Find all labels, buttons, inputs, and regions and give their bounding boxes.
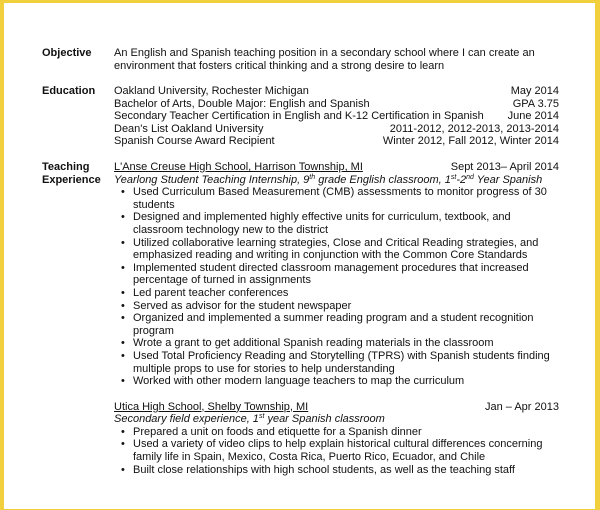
bullet-item: • Used Total Proficiency Reading and Storytelling (TPRS) with Spanish students finding multiple props to use for stories to help understanding bbox=[114, 350, 559, 375]
bullet-item: • Worked with other modern language teachers to map the curriculum bbox=[114, 375, 559, 388]
job-utica bbox=[114, 401, 559, 477]
education-item: Secondary Teacher Certification in English and K-12 Certification in Spanish bbox=[114, 110, 484, 123]
role-text: Year Spanish bbox=[473, 173, 543, 186]
bullet-item: • Wrote a grant to get additional Spanish reading materials in the classroom bbox=[114, 337, 559, 350]
role-text: grade English classroom, 1 bbox=[315, 173, 451, 186]
education-label: Education bbox=[42, 85, 96, 97]
objective-label: Objective bbox=[42, 47, 92, 59]
role-text: year Spanish classroom bbox=[264, 413, 385, 426]
role-sup: nd bbox=[466, 173, 474, 181]
education-date: May 2014 bbox=[510, 85, 559, 97]
job-header bbox=[114, 401, 559, 414]
job-role bbox=[114, 174, 559, 187]
job-employer: Utica High School, Shelby Township, MI bbox=[114, 400, 309, 413]
job-bullets bbox=[114, 426, 559, 476]
education-item: Spanish Course Award Recipient bbox=[114, 135, 275, 148]
experience-label bbox=[42, 161, 114, 186]
education-date: GPA 3.75 bbox=[512, 97, 559, 110]
education-item: Oakland University, Rochester Michigan bbox=[114, 85, 309, 97]
education-item: Dean's List Oakland University bbox=[114, 122, 264, 135]
bullet-item: • Utilized collaborative learning strategies, Close and Critical Reading strategies, and emphasized reading and writing in conjunction with the Common Core Standards bbox=[114, 237, 559, 262]
job-bullets bbox=[114, 186, 559, 388]
role-text: Yearlong Student Teaching Internship, 9 bbox=[114, 173, 310, 186]
bullet-item: • Led parent teacher conferences bbox=[114, 287, 559, 300]
job-dates: Jan – Apr 2013 bbox=[484, 400, 559, 413]
experience-label-line: Experience bbox=[42, 173, 101, 186]
education-date: Winter 2012, Fall 2012, Winter 2014 bbox=[382, 135, 559, 148]
experience-label-line: Teaching bbox=[42, 161, 90, 173]
bullet-item: • Implemented student directed classroom management procedures that increased percentage of turned in assignments bbox=[114, 262, 559, 287]
education-row bbox=[114, 123, 559, 136]
bullet-item: • Organized and implemented a summer reading program and a student recognition program bbox=[114, 312, 559, 337]
education-date: June 2014 bbox=[507, 110, 559, 123]
role-sup: th bbox=[309, 173, 316, 181]
objective-line: environment that fosters critical thinking and a strong desire to learn bbox=[114, 59, 445, 72]
education-date: 2011-2012, 2012-2013, 2013-2014 bbox=[389, 122, 559, 135]
experience-content bbox=[114, 161, 559, 476]
objective-line: An English and Spanish teaching position in a secondary school where I can create an bbox=[114, 47, 535, 59]
job-role bbox=[114, 413, 559, 426]
bullet-item: • Built close relationships with high school students, as well as the teaching staff bbox=[114, 464, 559, 477]
role-text: -2 bbox=[456, 173, 467, 186]
education-item: Bachelor of Arts, Double Major: English and Spanish bbox=[114, 97, 370, 110]
role-sup: st bbox=[450, 173, 457, 181]
bullet-item: • Served as advisor for the student newspaper bbox=[114, 300, 559, 313]
education-row bbox=[114, 135, 559, 148]
education-row bbox=[114, 110, 559, 123]
role-text: Secondary field experience, 1 bbox=[114, 413, 259, 426]
job-dates: Sept 2013– April 2014 bbox=[450, 161, 559, 173]
bullet-item: • Used Curriculum Based Measurement (CMB) assessments to monitor progress of 30 students bbox=[114, 186, 559, 211]
objective-text bbox=[114, 47, 559, 72]
education-row bbox=[114, 85, 559, 98]
education-list bbox=[114, 85, 559, 148]
job-employer: L'Anse Creuse High School, Harrison Township, MI bbox=[114, 161, 363, 173]
resume-page bbox=[4, 3, 595, 509]
bullet-item: • Prepared a unit on foods and etiquette for a Spanish dinner bbox=[114, 426, 559, 439]
bullet-item: • Used a variety of video clips to help explain historical cultural differences concerning family life in Spain, Mexico, Costa Rica, Puerto Rico, Ecuador, and Chile bbox=[114, 438, 559, 463]
job-lanse-creuse bbox=[114, 161, 559, 388]
education-row bbox=[114, 98, 559, 111]
bullet-item: • Designed and implemented highly effective units for curriculum, textbook, and classroom technology new to the district bbox=[114, 211, 559, 236]
job-header bbox=[114, 161, 559, 174]
role-sup: st bbox=[258, 413, 265, 421]
